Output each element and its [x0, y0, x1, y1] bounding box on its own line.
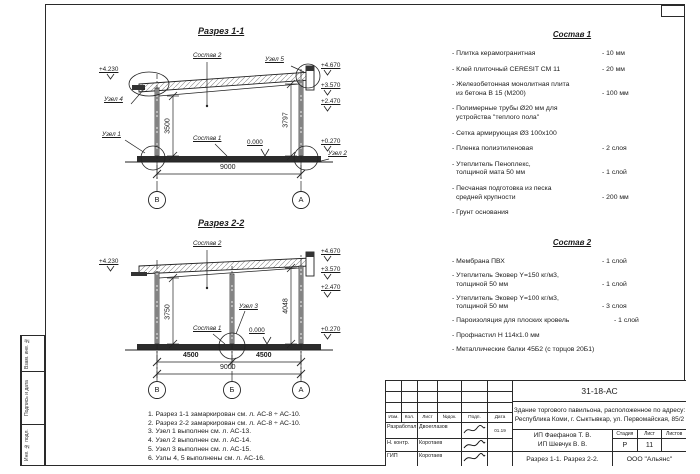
revision-header-row: Изм. Кол. Лист №док. Подп. Дата: [386, 413, 512, 423]
composition-item: - Грунт основания: [452, 209, 509, 217]
composition-item: - Утеплитель Пеноплекс, толщиной мата 50 мм - 1 слой: [452, 160, 627, 177]
clients: ИП Фаефанов Т. В. ИП Шевчук В. В.: [513, 430, 613, 451]
composition-1: [452, 30, 692, 225]
note-line: 2. Разрез 2-2 замаркирован см. л. АС-8 ÷ АС-10.: [148, 419, 301, 427]
level-mark-icon: [324, 256, 331, 261]
composition-item: - Утеплитель Эковер Y=100 кг/м3, толщиной 50 мм - 3 слоя: [452, 294, 627, 311]
level-mark-icon: [107, 266, 114, 271]
signature: [462, 423, 488, 438]
note-line: 5. Узел 3 выполнен см. л. АС-15.: [148, 445, 252, 453]
dim-9000: 9000: [220, 164, 236, 171]
section-2-title: Разрез 2-2: [198, 218, 245, 228]
dim-4500-b: 4500: [256, 352, 272, 359]
stage-value: Р: [613, 439, 638, 451]
composition-item: - Мембрана ПВХ - 1 слой: [452, 258, 627, 265]
axis-bubble-a: А: [298, 385, 304, 394]
level-mark-icon: [324, 334, 331, 339]
titleblock-revision-table: [386, 381, 513, 466]
titleblock: [385, 380, 686, 466]
composition-item: - Профнастил Н 114х1.0 мм: [452, 331, 540, 339]
drawing-title: Разрез 1-1. Разрез 2-2.: [513, 452, 613, 466]
composition-item: - Клей плиточный CERESIT СМ 11 - 20 мм: [452, 65, 625, 73]
uzel1-callout: Узел 1: [102, 131, 121, 138]
note-line: 6. Узлы 4, 5 выполнены см. л. АС-16.: [148, 454, 265, 462]
composition-item: - Пароизоляция для плоских кровель - 1 слой: [452, 317, 639, 325]
level-mark-icon: [324, 292, 331, 297]
level-mark-icon: [324, 90, 331, 95]
elevation-mark: +3.570: [321, 266, 341, 273]
dim-4500-a: 4500: [183, 352, 199, 359]
composition-item: - Плитка керамогранитная - 10 мм: [452, 50, 625, 57]
composition-1-title: Состав 1: [552, 30, 592, 39]
signature: [462, 452, 488, 466]
section-1-1: [95, 22, 435, 214]
dim-4048: 4048: [282, 298, 290, 314]
axis-bubble-v: В: [154, 195, 160, 204]
elevation-mark: +0.270: [321, 326, 341, 333]
doc-number: 31-18-АС: [513, 381, 686, 402]
sostav1-callout: Состав 1: [193, 325, 222, 332]
side-strip-label: Подпись и дата: [21, 372, 33, 424]
composition-item: - Утеплитель Эковер Y=150 кг/м3, толщиной 50 мм - 1 слой: [452, 272, 627, 288]
composition-item: - Сетка армирующая Ø3 100х100: [452, 129, 557, 137]
sign-row: ГИП Коротаев: [386, 452, 512, 466]
side-strip: [20, 335, 45, 466]
axis-bubble-a: А: [298, 195, 304, 204]
zero-level: 0.000: [249, 327, 265, 334]
notes-list: [148, 411, 301, 463]
level-mark-icon: [107, 74, 114, 79]
level-mark-icon: [324, 106, 331, 111]
uzel2-callout: Узел 2: [328, 150, 347, 157]
elevation-mark: +4.230: [99, 66, 119, 73]
section-2-2: [95, 216, 435, 408]
uzel4-callout: Узел 4: [104, 96, 123, 103]
level-mark-icon: [324, 70, 331, 75]
sostav2-callout: Состав 2: [193, 240, 222, 247]
zero-level: 0.000: [247, 139, 263, 146]
composition-item: - Железобетонная монолитная плита из бетона В 15 (М200) - 100 мм: [452, 81, 629, 97]
sostav1-callout: Состав 1: [193, 135, 222, 142]
composition-2: [452, 238, 692, 360]
side-strip-label: Взам. инв. №: [21, 336, 33, 371]
side-strip-cell: [21, 425, 44, 465]
dim-3750: 3750: [164, 304, 172, 320]
composition-item: - Пленка полиэтиленовая - 2 слоя: [452, 145, 627, 153]
side-strip-label: Инв. № подл.: [21, 425, 33, 465]
level-mark-icon: [324, 274, 331, 279]
composition-item: - Песчаная подготовка из песка средней крупности - 200 мм: [452, 184, 629, 201]
sign-row: Разработал Двоеглазов 01.19: [386, 423, 512, 439]
sheets-total: [662, 439, 686, 451]
dim-9000: 9000: [220, 364, 236, 371]
elevation-mark: +0.270: [321, 138, 341, 145]
company-name: ООО "Альянс": [626, 455, 673, 463]
note-line: 4. Узел 2 выполнен см. л. АС-14.: [148, 437, 252, 445]
dim-3500: 3500: [164, 118, 172, 134]
dim-3797: 3797: [282, 112, 290, 128]
note-line: 3. Узел 1 выполнен см. л. АС-13.: [148, 428, 252, 436]
signature: [462, 439, 488, 451]
elevation-mark: +3.570: [321, 82, 341, 89]
composition-item: - Металлические балки 45Б2 (с торцов 20Б1): [452, 345, 595, 353]
sostav2-callout: Состав 2: [193, 52, 222, 59]
section-2-2-drawing: [95, 216, 435, 408]
section-1-title: Разрез 1-1: [198, 26, 245, 36]
axis-bubble-b: Б: [229, 385, 235, 394]
composition-item: - Полимерные трубы Ø20 мм для устройства "теплого пола": [452, 105, 558, 121]
composition-2-title: Состав 2: [552, 238, 592, 247]
object-description: Здание торгового павильона, расположенное по адресу: Республика Коми, г. Сыктывкар, ул. Первомайская, 85/2: [513, 402, 686, 430]
sheet-number: 11: [638, 439, 663, 451]
section-1-1-drawing: [95, 22, 435, 214]
note-line: 1. Разрез 1-1 замаркирован см. л. АС-8 ÷ АС-10.: [148, 411, 301, 418]
side-strip-cell: [21, 372, 44, 425]
stage-sheet-block: Стадия Лист Листов Р 11: [613, 430, 686, 451]
elevation-mark: +2.470: [321, 98, 341, 105]
elevation-mark: +4.230: [99, 258, 119, 265]
elevation-mark: +4.670: [321, 62, 341, 69]
side-strip-cell: [21, 336, 44, 372]
sign-row: Н. контр. Коротаев: [386, 439, 512, 452]
axis-bubble-v: В: [154, 385, 160, 394]
uzel3-callout: Узел 3: [239, 303, 258, 310]
elevation-mark: +4.670: [321, 248, 341, 255]
corner-box: [661, 5, 685, 17]
uzel5-callout: Узел 5: [265, 56, 284, 63]
elevation-mark: +2.470: [321, 284, 341, 291]
